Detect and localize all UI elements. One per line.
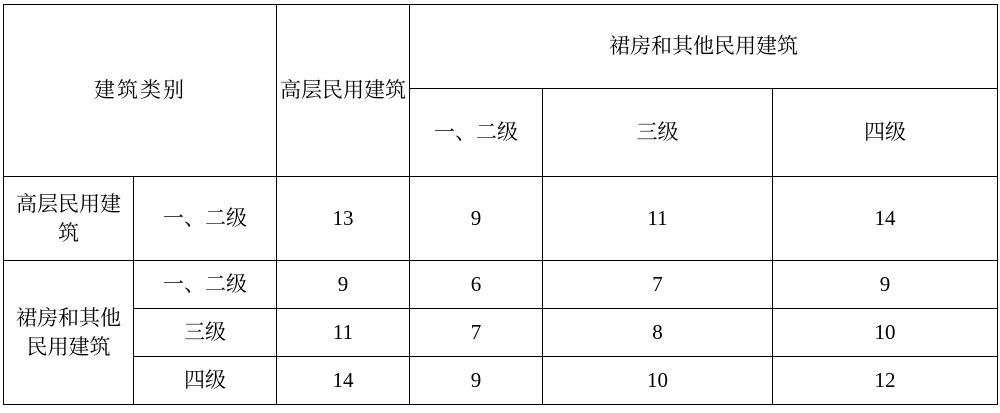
header-col-podium-group: 裙房和其他民用建筑 [410, 5, 998, 89]
cell-value: 9 [410, 357, 543, 405]
row-level-label: 一、二级 [134, 177, 277, 261]
row-level-label: 三级 [134, 309, 277, 357]
fire-separation-distance-table [3, 4, 998, 405]
cell-value: 10 [543, 357, 773, 405]
table-header-row-1 [4, 5, 998, 89]
cell-value: 6 [410, 261, 543, 309]
table-row [4, 357, 998, 405]
cell-value: 8 [543, 309, 773, 357]
cell-value: 10 [773, 309, 998, 357]
cell-value: 12 [773, 357, 998, 405]
cell-value: 14 [773, 177, 998, 261]
cell-value: 7 [410, 309, 543, 357]
table-row [4, 309, 998, 357]
cell-value: 9 [410, 177, 543, 261]
header-category-label: 建筑类别 [4, 5, 277, 177]
header-sublevel-2: 三级 [543, 89, 773, 177]
header-sublevel-1: 一、二级 [410, 89, 543, 177]
document-table-container [0, 4, 1000, 413]
cell-value: 9 [773, 261, 998, 309]
row-level-label: 一、二级 [134, 261, 277, 309]
cell-value: 11 [277, 309, 410, 357]
cell-value: 9 [277, 261, 410, 309]
cell-value: 11 [543, 177, 773, 261]
row-group-label-highrise: 高层民用建筑 [4, 177, 134, 261]
cell-value: 7 [543, 261, 773, 309]
cell-value: 14 [277, 357, 410, 405]
row-group-label-podium: 裙房和其他民用建筑 [4, 261, 134, 405]
cell-value: 13 [277, 177, 410, 261]
header-sublevel-3: 四级 [773, 89, 998, 177]
row-level-label: 四级 [134, 357, 277, 405]
table-row [4, 177, 998, 261]
header-col-highrise: 高层民用建筑 [277, 5, 410, 177]
table-row [4, 261, 998, 309]
